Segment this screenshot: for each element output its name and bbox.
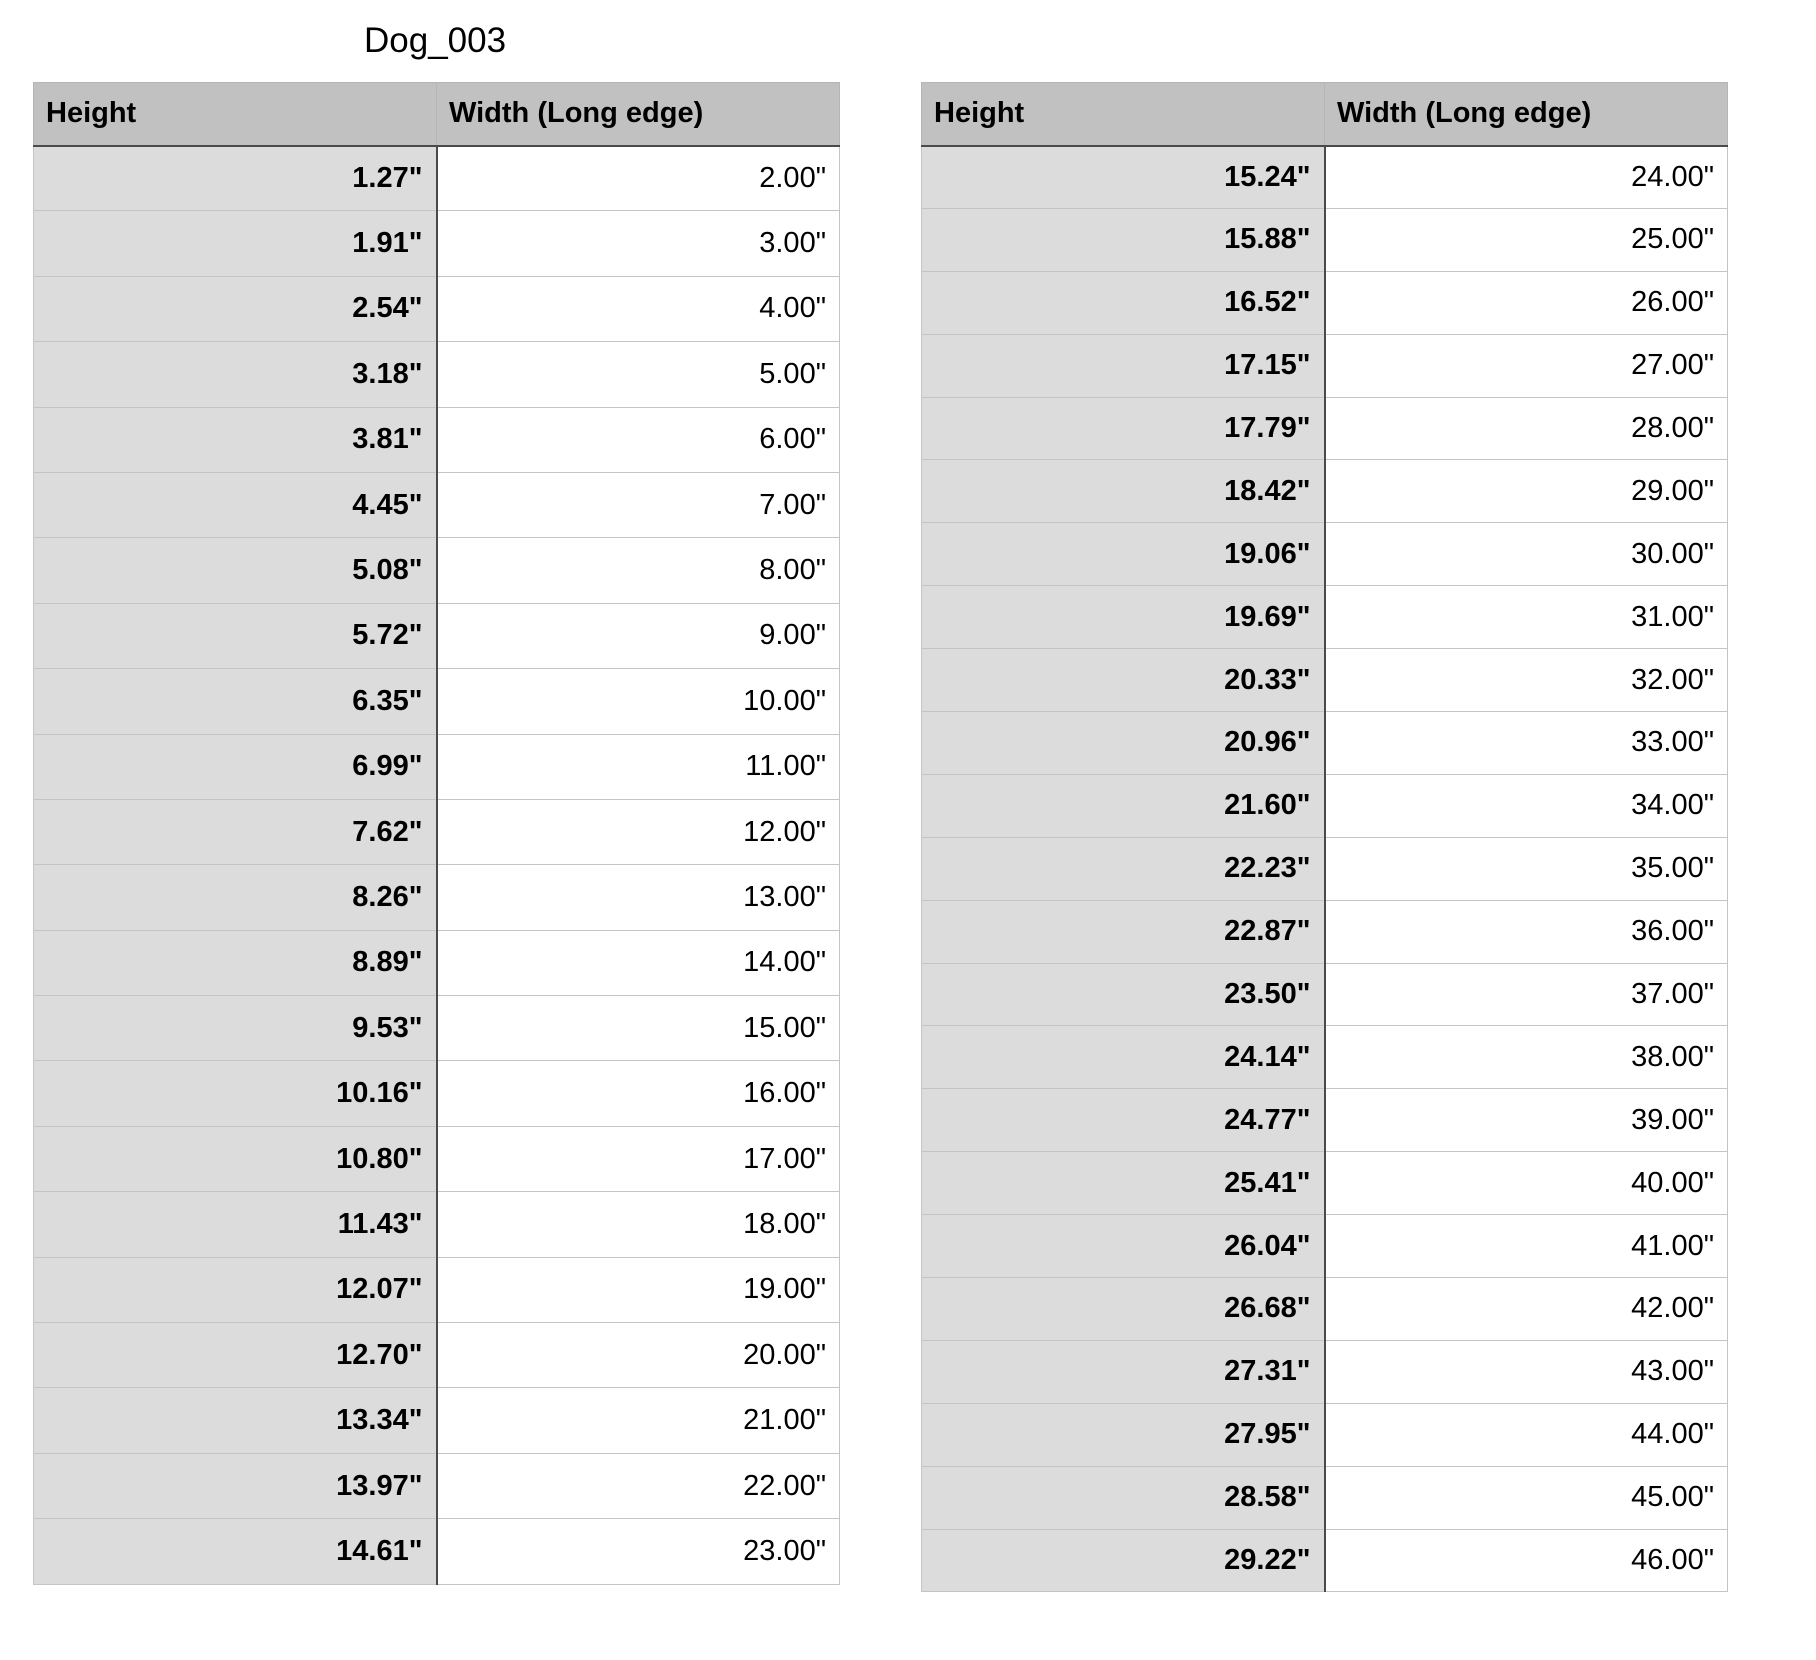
- height-cell: 15.88": [922, 208, 1325, 271]
- height-cell: 6.35": [34, 669, 437, 734]
- table-row: [922, 146, 1728, 209]
- width-cell: 23.00": [437, 1519, 840, 1584]
- width-cell: 27.00": [1325, 334, 1728, 397]
- table-row: [922, 1403, 1728, 1466]
- width-cell: 20.00": [437, 1323, 840, 1388]
- width-cell: 30.00": [1325, 523, 1728, 586]
- height-cell: 29.22": [922, 1529, 1325, 1592]
- width-cell: 8.00": [437, 538, 840, 603]
- width-cell: 28.00": [1325, 397, 1728, 460]
- table-row: [922, 523, 1728, 586]
- height-cell: 20.33": [922, 649, 1325, 712]
- width-cell: 5.00": [437, 342, 840, 407]
- table-row: [34, 276, 840, 341]
- table-row: [34, 1453, 840, 1518]
- height-cell: 12.07": [34, 1257, 437, 1322]
- width-cell: 24.00": [1325, 146, 1728, 209]
- table-row: [922, 271, 1728, 334]
- table-row: [922, 1026, 1728, 1089]
- height-cell: 11.43": [34, 1192, 437, 1257]
- height-cell: 9.53": [34, 996, 437, 1061]
- width-cell: 13.00": [437, 865, 840, 930]
- height-cell: 3.81": [34, 407, 437, 472]
- width-cell: 45.00": [1325, 1466, 1728, 1529]
- width-cell: 39.00": [1325, 1089, 1728, 1152]
- table-row: [34, 1126, 840, 1191]
- height-cell: 7.62": [34, 799, 437, 864]
- table-row: [34, 1519, 840, 1584]
- height-cell: 10.16": [34, 1061, 437, 1126]
- width-cell: 16.00": [437, 1061, 840, 1126]
- height-cell: 12.70": [34, 1323, 437, 1388]
- width-cell: 35.00": [1325, 837, 1728, 900]
- table-row: [922, 963, 1728, 1026]
- width-cell: 42.00": [1325, 1278, 1728, 1341]
- height-cell: 8.89": [34, 930, 437, 995]
- width-cell: 17.00": [437, 1126, 840, 1191]
- table-row: [34, 603, 840, 668]
- width-cell: 34.00": [1325, 774, 1728, 837]
- table-row: [922, 1152, 1728, 1215]
- column-header-width: Width (Long edge): [1325, 83, 1728, 146]
- width-cell: 40.00": [1325, 1152, 1728, 1215]
- height-cell: 10.80": [34, 1126, 437, 1191]
- table-row: [922, 397, 1728, 460]
- height-cell: 1.91": [34, 211, 437, 276]
- height-cell: 24.77": [922, 1089, 1325, 1152]
- table-row: [922, 774, 1728, 837]
- height-cell: 24.14": [922, 1026, 1325, 1089]
- table-row: [34, 472, 840, 537]
- column-header-height: Height: [922, 83, 1325, 146]
- height-cell: 5.08": [34, 538, 437, 603]
- height-cell: 18.42": [922, 460, 1325, 523]
- width-cell: 31.00": [1325, 586, 1728, 649]
- width-cell: 38.00": [1325, 1026, 1728, 1089]
- width-cell: 2.00": [437, 146, 840, 211]
- table-row: [34, 930, 840, 995]
- height-cell: 19.06": [922, 523, 1325, 586]
- height-cell: 26.04": [922, 1215, 1325, 1278]
- height-cell: 13.97": [34, 1453, 437, 1518]
- table-row: [922, 900, 1728, 963]
- width-cell: 21.00": [437, 1388, 840, 1453]
- table-row: [922, 334, 1728, 397]
- table-row: [922, 1466, 1728, 1529]
- height-cell: 21.60": [922, 774, 1325, 837]
- table-row: [922, 1278, 1728, 1341]
- height-cell: 20.96": [922, 712, 1325, 775]
- size-table-right: [921, 82, 1728, 1592]
- width-cell: 4.00": [437, 276, 840, 341]
- height-cell: 22.87": [922, 900, 1325, 963]
- width-cell: 9.00": [437, 603, 840, 668]
- table-row: [34, 1061, 840, 1126]
- width-cell: 29.00": [1325, 460, 1728, 523]
- height-cell: 6.99": [34, 734, 437, 799]
- table-row: [922, 1340, 1728, 1403]
- width-cell: 18.00": [437, 1192, 840, 1257]
- table-row: [922, 208, 1728, 271]
- document-title: Dog_003: [364, 21, 507, 60]
- width-cell: 6.00": [437, 407, 840, 472]
- table-row: [922, 460, 1728, 523]
- height-cell: 23.50": [922, 963, 1325, 1026]
- height-cell: 5.72": [34, 603, 437, 668]
- table-row: [34, 996, 840, 1061]
- size-table-left: [33, 82, 840, 1585]
- width-cell: 25.00": [1325, 208, 1728, 271]
- width-cell: 41.00": [1325, 1215, 1728, 1278]
- column-header-width: Width (Long edge): [437, 83, 840, 146]
- table-row: [34, 1323, 840, 1388]
- width-cell: 11.00": [437, 734, 840, 799]
- table-row: [34, 407, 840, 472]
- table-row: [922, 1215, 1728, 1278]
- width-cell: 7.00": [437, 472, 840, 537]
- table-row: [922, 1529, 1728, 1592]
- width-cell: 10.00": [437, 669, 840, 734]
- height-cell: 1.27": [34, 146, 437, 211]
- table-body: [922, 146, 1728, 1592]
- height-cell: 8.26": [34, 865, 437, 930]
- width-cell: 19.00": [437, 1257, 840, 1322]
- width-cell: 22.00": [437, 1453, 840, 1518]
- width-cell: 32.00": [1325, 649, 1728, 712]
- height-cell: 28.58": [922, 1466, 1325, 1529]
- height-cell: 14.61": [34, 1519, 437, 1584]
- table-row: [34, 1388, 840, 1453]
- width-cell: 44.00": [1325, 1403, 1728, 1466]
- column-header-height: Height: [34, 83, 437, 146]
- height-cell: 2.54": [34, 276, 437, 341]
- height-cell: 22.23": [922, 837, 1325, 900]
- width-cell: 43.00": [1325, 1340, 1728, 1403]
- width-cell: 14.00": [437, 930, 840, 995]
- table-row: [922, 712, 1728, 775]
- table-row: [922, 837, 1728, 900]
- height-cell: 13.34": [34, 1388, 437, 1453]
- height-cell: 17.79": [922, 397, 1325, 460]
- width-cell: 15.00": [437, 996, 840, 1061]
- height-cell: 15.24": [922, 146, 1325, 209]
- width-cell: 12.00": [437, 799, 840, 864]
- table-row: [34, 734, 840, 799]
- table-row: [34, 538, 840, 603]
- width-cell: 26.00": [1325, 271, 1728, 334]
- table-row: [34, 865, 840, 930]
- table-row: [34, 1257, 840, 1322]
- height-cell: 4.45": [34, 472, 437, 537]
- width-cell: 46.00": [1325, 1529, 1728, 1592]
- width-cell: 36.00": [1325, 900, 1728, 963]
- height-cell: 26.68": [922, 1278, 1325, 1341]
- table-body: [34, 146, 840, 1585]
- header-row: [922, 83, 1728, 146]
- height-cell: 19.69": [922, 586, 1325, 649]
- table-row: [922, 586, 1728, 649]
- width-cell: 3.00": [437, 211, 840, 276]
- table-row: [34, 669, 840, 734]
- height-cell: 25.41": [922, 1152, 1325, 1215]
- table-row: [922, 649, 1728, 712]
- height-cell: 27.95": [922, 1403, 1325, 1466]
- header-row: [34, 83, 840, 146]
- height-cell: 17.15": [922, 334, 1325, 397]
- width-cell: 37.00": [1325, 963, 1728, 1026]
- height-cell: 27.31": [922, 1340, 1325, 1403]
- table-row: [34, 342, 840, 407]
- table-row: [922, 1089, 1728, 1152]
- table-row: [34, 211, 840, 276]
- table-row: [34, 146, 840, 211]
- table-row: [34, 799, 840, 864]
- width-cell: 33.00": [1325, 712, 1728, 775]
- table-row: [34, 1192, 840, 1257]
- height-cell: 3.18": [34, 342, 437, 407]
- height-cell: 16.52": [922, 271, 1325, 334]
